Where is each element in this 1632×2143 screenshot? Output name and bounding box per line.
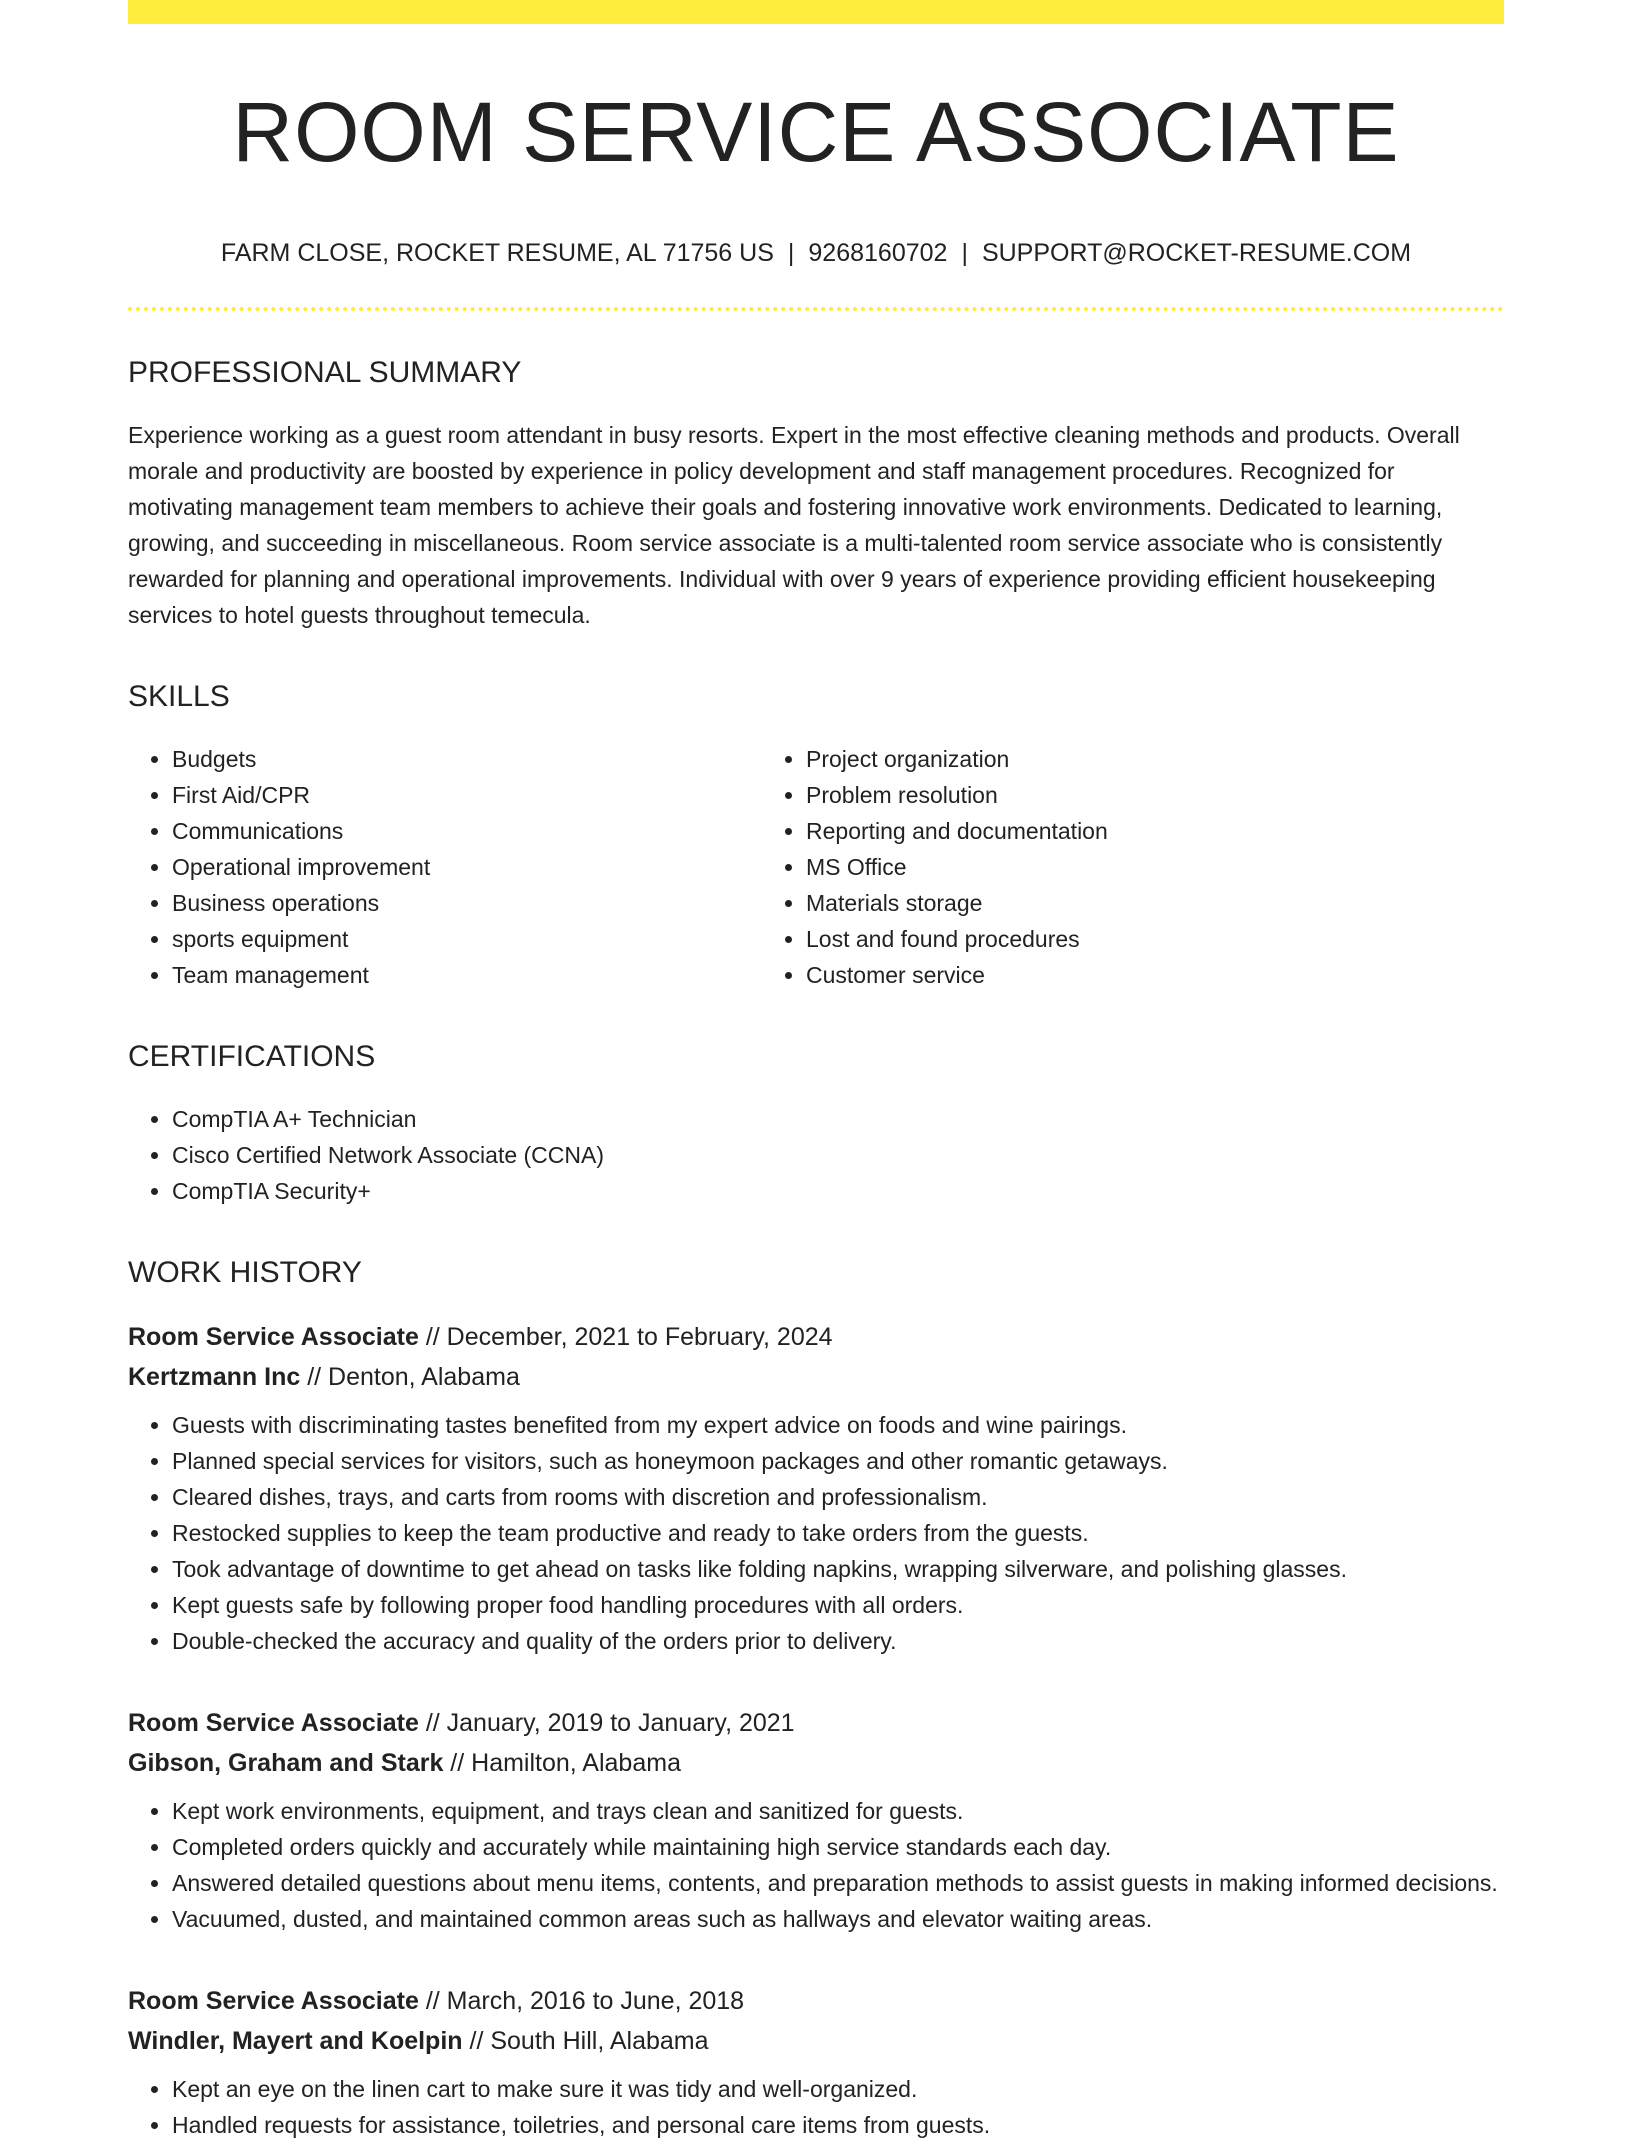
contact-address: FARM CLOSE, ROCKET RESUME, AL 71756 US	[220, 238, 774, 267]
duty-item: • Handled requests for assistance, toiletries, and personal care items from guests.	[172, 2107, 1504, 2143]
duty-item: • Restocked supplies to keep the team productive and ready to take orders from the guests.	[172, 1515, 1504, 1551]
section-title-summary: PROFESSIONAL SUMMARY	[128, 356, 522, 390]
job-company: Windler, Mayert and Koelpin	[128, 2027, 463, 2056]
job-dates: // December, 2021 to February, 2024	[418, 1323, 833, 1352]
job-entry	[128, 1703, 1504, 1937]
summary-text: Experience working as a guest room attendant in busy resorts. Expert in the most effective cleaning methods and products. Overall morale and productivity are boosted by experience in policy development and staff management procedures. Recognized for motivating management team members to achieve their goals and fostering innovative work environments. Dedicated to learning, growing, and succeeding in miscellaneous. Room service associate is a multi-talented room service associate who is consistently rewarded for planning and operational improvements. Individual with over 9 years of experience providing efficient housekeeping services to hotel guests throughout temecula.	[128, 422, 1460, 629]
job-role: Room Service Associate	[128, 1709, 419, 1738]
skill-item: • Communications	[172, 813, 762, 849]
skill-item: • Team management	[172, 957, 762, 993]
duty-item: • Double-checked the accuracy and quality of the orders prior to delivery.	[172, 1623, 1504, 1659]
certification-item: • CompTIA Security+	[172, 1173, 1504, 1209]
skill-item: • Reporting and documentation	[806, 813, 1504, 849]
skill-item: • Project organization	[806, 741, 1504, 777]
job-title-line	[128, 1317, 1504, 1357]
job-company-line	[128, 1357, 1504, 1397]
page-title: ROOM SERVICE ASSOCIATE	[232, 85, 1400, 179]
contact-separator: |	[787, 238, 795, 267]
duty-item: • Vacuumed, dusted, and maintained common areas such as hallways and elevator waiting areas.	[172, 1901, 1504, 1937]
section-title-certifications: CERTIFICATIONS	[128, 1040, 376, 1074]
skills-list-left	[128, 741, 762, 993]
job-company: Kertzmann Inc	[128, 1363, 301, 1392]
duty-item: • Completed orders quickly and accurately while maintaining high service standards each day.	[172, 1829, 1504, 1865]
certification-item: • CompTIA A+ Technician	[172, 1101, 1504, 1137]
dotted-divider	[128, 307, 1504, 311]
job-company-line	[128, 2021, 1504, 2061]
job-entry	[128, 1981, 1504, 2143]
job-role: Room Service Associate	[128, 1987, 419, 2016]
duty-item: • Kept work environments, equipment, and trays clean and sanitized for guests.	[172, 1793, 1504, 1829]
job-dates: // January, 2019 to January, 2021	[418, 1709, 795, 1738]
contact-line	[128, 237, 1504, 270]
section-title-work-history: WORK HISTORY	[128, 1256, 362, 1290]
skill-item: • Business operations	[172, 885, 762, 921]
skills-columns	[128, 741, 1504, 993]
job-title-line	[128, 1703, 1504, 1743]
skill-item: • sports equipment	[172, 921, 762, 957]
duty-item: • Took advantage of downtime to get ahead on tasks like folding napkins, wrapping silverware, and polishing glasses.	[172, 1551, 1504, 1587]
job-entry	[128, 1317, 1504, 1659]
job-duties	[128, 1793, 1504, 1937]
skills-list-right	[762, 741, 1504, 993]
job-location: // Hamilton, Alabama	[443, 1749, 681, 1778]
resume-page	[128, 0, 1504, 2143]
duty-item: • Guests with discriminating tastes benefited from my expert advice on foods and wine pairings.	[172, 1407, 1504, 1443]
section-title-skills: SKILLS	[128, 680, 230, 714]
duty-item: • Answered detailed questions about menu items, contents, and preparation methods to assist guests in making informed decisions.	[172, 1865, 1504, 1901]
skill-item: • Budgets	[172, 741, 762, 777]
job-duties	[128, 2071, 1504, 2143]
skill-item: • Materials storage	[806, 885, 1504, 921]
skill-item: • Problem resolution	[806, 777, 1504, 813]
contact-email: SUPPORT@ROCKET-RESUME.COM	[981, 238, 1412, 267]
job-dates: // March, 2016 to June, 2018	[418, 1987, 745, 2016]
skill-item: • MS Office	[806, 849, 1504, 885]
contact-separator: |	[961, 238, 968, 267]
certifications-list	[128, 1101, 1504, 1209]
contact-phone: 9268160702	[808, 238, 948, 267]
accent-bar	[128, 0, 1504, 24]
skills-section	[128, 679, 1504, 993]
job-role: Room Service Associate	[128, 1323, 419, 1352]
duty-item: • Kept guests safe by following proper food handling procedures with all orders.	[172, 1587, 1504, 1623]
skill-item: • Customer service	[806, 957, 1504, 993]
duty-item: • Planned special services for visitors, such as honeymoon packages and other romantic getaways.	[172, 1443, 1504, 1479]
skill-item: • Operational improvement	[172, 849, 762, 885]
summary-section	[128, 355, 1504, 633]
job-company: Gibson, Graham and Stark	[128, 1749, 444, 1778]
job-location: // Denton, Alabama	[300, 1363, 520, 1392]
job-company-line	[128, 1743, 1504, 1783]
duty-item: • Kept an eye on the linen cart to make sure it was tidy and well-organized.	[172, 2071, 1504, 2107]
certifications-section	[128, 1039, 1504, 1209]
job-title-line	[128, 1981, 1504, 2021]
work-history-section	[128, 1255, 1504, 2143]
skill-item: • Lost and found procedures	[806, 921, 1504, 957]
certification-item: • Cisco Certified Network Associate (CCNA)	[172, 1137, 1504, 1173]
duty-item: • Cleared dishes, trays, and carts from rooms with discretion and professionalism.	[172, 1479, 1504, 1515]
job-duties	[128, 1407, 1504, 1659]
skill-item: • First Aid/CPR	[172, 777, 762, 813]
job-location: // South Hill, Alabama	[462, 2027, 709, 2056]
